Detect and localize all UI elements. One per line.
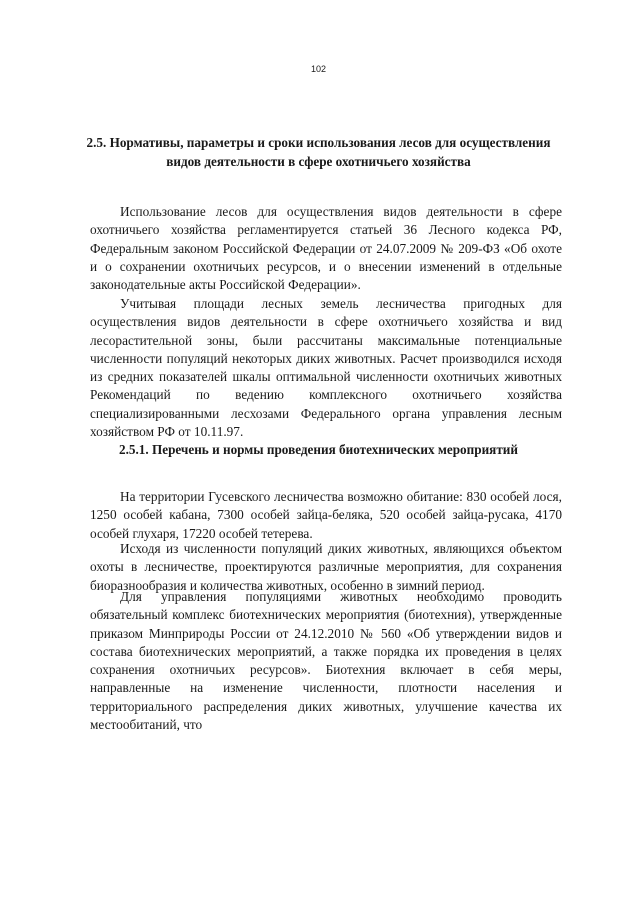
section-heading: 2.5. Нормативы, параметры и сроки использования лесов для осуществления видов деятельности в сфере охотничьего хозяйства [86, 135, 551, 169]
paragraph-forest-use-regulation: Использование лесов для осуществления видов деятельности в сфере охотничьего хозяйства регламентируется статьей 36 Лесного кодекса РФ, Федеральным законом Российской Федерации от 24.07.2009 № 209-ФЗ «Об охоте и о сохранении охотничьих ресурсов, и о внесении изменений в отдельные законодательные акты Российской Федерации». [90, 204, 562, 293]
paragraph-population-calculation: Учитывая площади лесных земель лесничества пригодных для осуществления видов деятельности в сфере охотничьего хозяйства и вид лесорастительной зоны, были рассчитаны максимальные потенциальные численности популяций некоторых диких животных. Расчет производился исходя из средних показателей шкалы оптимальной численности охотничьих животных Рекомендаций по ведению комплексного охотничьего хозяйства специализированными лесхозами Федерального органа управления лесным хозяйством РФ от 10.11.97. [90, 296, 562, 440]
subsection-heading: 2.5.1. Перечень и нормы проведения биотехнических мероприятий [118, 442, 518, 457]
paragraph-biotechnics: Для управления популяциями животных необходимо проводить обязательный комплекс биотехнических мероприятия (биотехния), утвержденные приказом Минприроды России от 24.12.2010 № 560 «Об утверждении видов и состава биотехнических мероприятий, а также порядка их проведения в целях сохранения охотничьих ресурсов». Биотехния включает в себя меры, направленные на изменение численности, плотности населения и территориального распределения диких животных, улучшение качества их местообитаний, что [90, 589, 562, 733]
paragraph-animal-numbers: На территории Гусевского лесничества возможно обитание: 830 особей лося, 1250 особей кабана, 7300 особей зайца-беляка, 520 особей зайца-русака, 4170 особей глухаря, 17220 особей тетерева. [90, 489, 562, 541]
page-number: 102 [310, 64, 327, 74]
paragraph-planned-measures: Исходя из численности популяций диких животных, являющихся объектом охоты в лесничестве, проектируются различные мероприятия, для сохранения биоразнообразия и количества животных, особенно в зимний период. [90, 541, 562, 593]
